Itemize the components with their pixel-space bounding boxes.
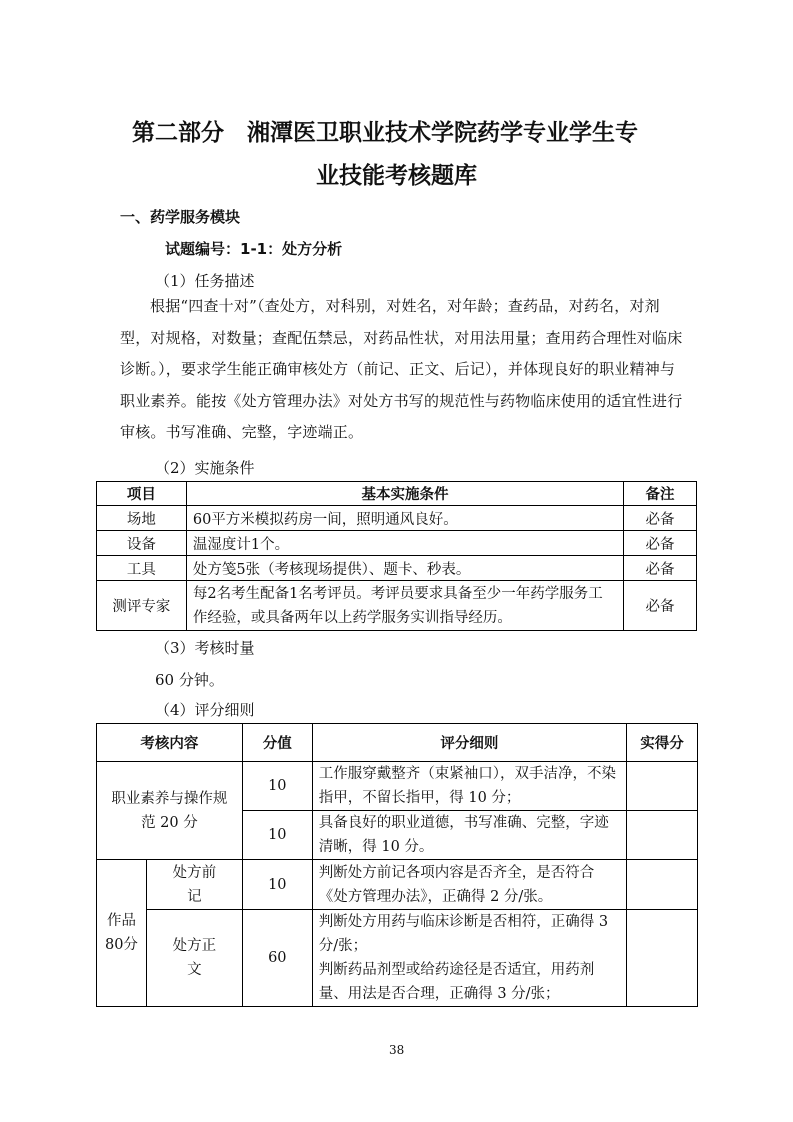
table-row (97, 556, 697, 581)
column-header: 备注 (624, 482, 697, 506)
scoring-heading: （4）评分细则 (155, 701, 255, 719)
group-work: 作品 80分 (97, 860, 147, 1007)
task-heading: （1）任务描述 (155, 272, 255, 290)
column-header: 实得分 (627, 724, 698, 762)
time-heading: （3）考核时量 (155, 639, 255, 657)
column-header: 项目 (97, 482, 187, 506)
time-value: 60 分钟。 (155, 671, 224, 689)
scoring-rule: 判断处方用药与临床诊断是否相符，正确得 3 分/张； (318, 914, 609, 954)
condition-item: 设备 (97, 531, 187, 556)
actual-score-cell (627, 860, 698, 910)
scoring-rule-group (312, 910, 626, 1007)
condition-item: 场地 (97, 506, 187, 531)
condition-item: 测评专家 (97, 581, 187, 631)
condition-desc: 60平方米模拟药房一间，照明通风良好。 (186, 506, 623, 531)
condition-note: 必备 (624, 506, 697, 531)
actual-score-cell (627, 811, 698, 860)
scoring-rule: 具备良好的职业道德，书写准确、完整，字迹清晰，得 10 分。 (312, 811, 626, 860)
condition-desc: 温湿度计1个。 (186, 531, 623, 556)
condition-note: 必备 (624, 531, 697, 556)
table-row (97, 762, 698, 811)
sub-item: 处方前记 (146, 860, 242, 910)
condition-item: 工具 (97, 556, 187, 581)
table-row (97, 581, 697, 631)
task-description: 根据“四查十对”（查处方，对科别，对姓名，对年龄；查药品，对药名，对剂型，对规格，对数量；查配伍禁忌，对药品性状，对用法用量；查用药合理性对临床诊断。），要求学生能正确审核处方（前记、正文、后记），并体现良好的职业精神与职业素养。能按《处方管理办法》对处方书写的规范性与药物临床使用的适宜性进行审核。书写准确、完整，字迹端正。 (120, 297, 683, 441)
column-header: 基本实施条件 (186, 482, 623, 506)
score-value: 10 (242, 811, 312, 860)
column-header: 考核内容 (97, 724, 243, 762)
column-header: 评分细则 (312, 724, 626, 762)
column-header: 分值 (242, 724, 312, 762)
scoring-rule: 工作服穿戴整齐（束紧袖口），双手洁净，不染指甲，不留长指甲，得 10 分； (312, 762, 626, 811)
score-value: 10 (242, 762, 312, 811)
condition-desc: 处方笺5张（考核现场提供）、题卡、秒表。 (186, 556, 623, 581)
document-title-line1: 第二部分 湘潭医卫职业技术学院药学专业学生专 (132, 120, 638, 146)
question-heading: 试题编号：1-1：处方分析 (165, 240, 343, 258)
table-row (97, 506, 697, 531)
table-header-row (97, 724, 698, 762)
table-row (97, 910, 698, 1007)
actual-score-cell (627, 910, 698, 1007)
conditions-heading: （2）实施条件 (155, 459, 255, 477)
condition-desc: 每2名考生配备1名考评员。考评员要求具备至少一年药学服务工作经验，或具备两年以上药学服务实训指导经历。 (186, 581, 623, 631)
table-row (97, 860, 698, 910)
page-number: 38 (389, 1043, 405, 1057)
actual-score-cell (627, 762, 698, 811)
table-row (97, 531, 697, 556)
group-professional: 职业素养与操作规范 20 分 (97, 762, 243, 860)
condition-note: 必备 (624, 581, 697, 631)
score-value: 10 (242, 860, 312, 910)
scoring-table (96, 723, 698, 1007)
conditions-table (96, 481, 697, 631)
table-header-row (97, 482, 697, 506)
score-value: 60 (242, 910, 312, 1007)
document-title-line2: 业技能考核题库 (316, 163, 477, 189)
scoring-rule: 判断药品剂型或给药途径是否适宜，用药剂量、用法是否合理，正确得 3 分/张； (318, 962, 595, 1002)
section-heading: 一、药学服务模块 (120, 208, 241, 226)
scoring-rule: 判断处方前记各项内容是否齐全，是否符合《处方管理办法》，正确得 2 分/张。 (312, 860, 626, 910)
sub-item: 处方正文 (146, 910, 242, 1007)
condition-note: 必备 (624, 556, 697, 581)
